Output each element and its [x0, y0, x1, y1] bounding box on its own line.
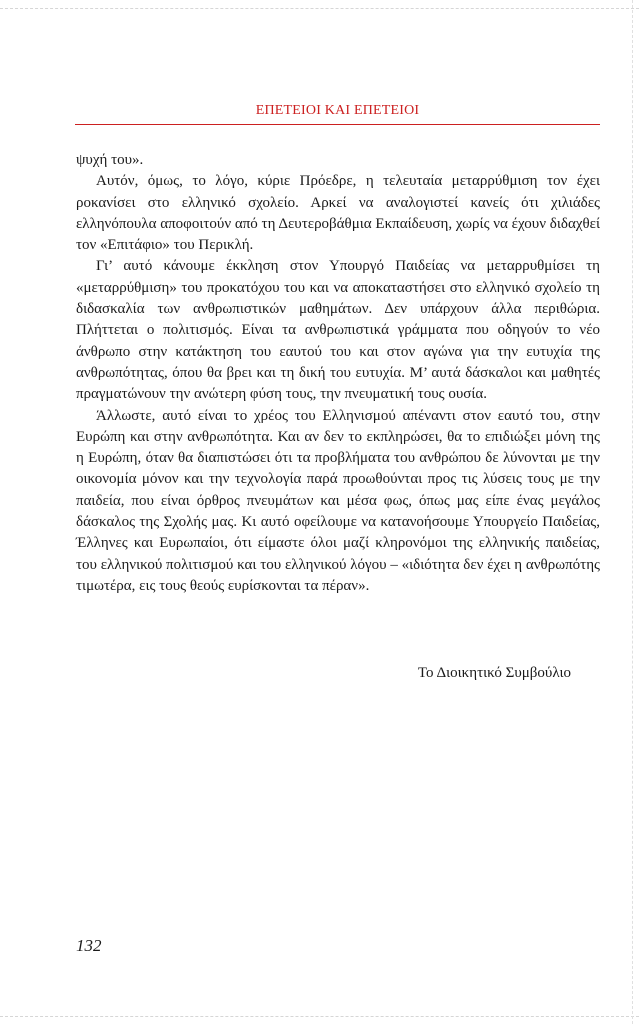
paragraph: Άλλωστε, αυτό είναι το χρέος του Ελληνισμού απέναντι στον εαυτό του, στην Ευρώπη και στην ανθρωπότητα. Και αν δεν το εκπληρώσει, θα το επιδιώξει μόνη της η Ευρώπη, όταν θα διαπιστώσει ότι τα προβλήματα του ανθρώπου δε λύνονται με την οικονομία μόνον και την τεχνολογία παρά προωθούνται προς τις λύσεις τους με την παιδεία, που είναι όρθρος πνευμάτων και μέσα φως, όπως μας είπε ένας μεγάλος δάσκαλος της Σχολής μας. Κι αυτό οφείλουμε να κατανοήσουμε Υπουργείο Παιδείας, Έλληνες και Ευρωπαίοι, ότι είμαστε όλοι μαζί κληρονόμοι της ελληνικής παιδείας, του ελληνικού πολιτισμού και του ελληνικού λόγου – «ιδιότητα δεν έχει η ανθρωπότης τιμωτέρα, εις τους θεούς ευρίσκονται τα πέραν». [76, 407, 600, 594]
paragraph: ψυχή του». [76, 152, 144, 168]
running-head-rule [75, 124, 600, 125]
running-head: ΕΠΕΤΕΙΟΙ ΚΑΙ ΕΠΕΤΕΙΟΙ [255, 103, 420, 118]
paragraph: Γι’ αυτό κάνουμε έκκληση στον Υπουργό Παιδείας να μεταρρυθμίσει τη «μεταρρύθμιση» του προκατόχου του και να αποκαταστήσει στο ελληνικό σχολείο τη διδασκαλία των ανθρωπιστικών μαθημάτων. Δεν υπάρχουν άλλα περιθώρια. Πλήττεται ο πολιτισμός. Είναι τα ανθρωπιστικά γράμματα που οδηγούν το νέο άνθρωπο στην κατάκτηση του εαυτού του και στον αγώνα για την ευτυχία της ανθρωπότητας, όπου θα βρει και τη δική του ευτυχία. Μ’ αυτά δάσκαλοι και μαθητές πραγματώνουν την ανώτερη φύση τους, την πνευματική τους ουσία. [76, 258, 600, 403]
paragraph: Αυτόν, όμως, το λόγο, κύριε Πρόεδρε, η τελευταία μεταρρύθμιση τον έχει ροκανίσει στο ελληνικό σχολείο. Αρκεί να αναλογιστεί κανείς ότι χιλιάδες ελληνόπουλα αποφοιτούν από τη Δευτεροβάθμια Εκπαίδευση, χωρίς να έχουν διδαχθεί τον «Επιτάφιο» του Περικλή. [76, 173, 600, 254]
page-edge-right [632, 0, 633, 1024]
page-number: 132 [76, 936, 102, 955]
signature: Το Διοικητικό Συμβούλιο [417, 665, 571, 681]
body-text [76, 150, 600, 597]
page-edge-top [0, 8, 639, 9]
page-edge-bottom [0, 1016, 639, 1017]
